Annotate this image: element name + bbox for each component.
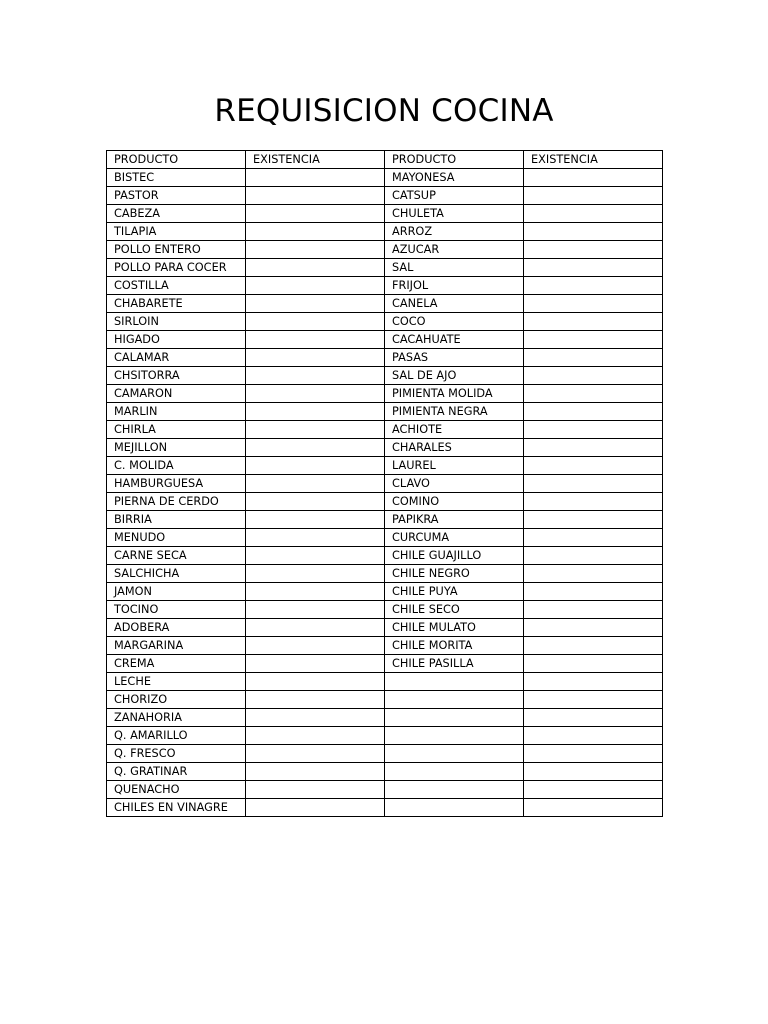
- existencia-right-cell: [524, 493, 663, 511]
- table-row: [107, 583, 663, 601]
- producto-right-cell: PIMIENTA NEGRA: [385, 403, 524, 421]
- existencia-left-cell: [246, 619, 385, 637]
- producto-right-cell: [385, 763, 524, 781]
- producto-right-cell: SAL: [385, 259, 524, 277]
- header-existencia-left: EXISTENCIA: [246, 151, 385, 169]
- existencia-left-cell: [246, 763, 385, 781]
- producto-left-cell: Q. FRESCO: [107, 745, 246, 763]
- producto-left-cell: CHILES EN VINAGRE: [107, 799, 246, 817]
- existencia-left-cell: [246, 403, 385, 421]
- producto-left-cell: SIRLOIN: [107, 313, 246, 331]
- producto-left-cell: ADOBERA: [107, 619, 246, 637]
- producto-left-cell: COSTILLA: [107, 277, 246, 295]
- existencia-right-cell: [524, 259, 663, 277]
- table-row: [107, 475, 663, 493]
- existencia-left-cell: [246, 457, 385, 475]
- producto-left-cell: CABEZA: [107, 205, 246, 223]
- table-row: [107, 637, 663, 655]
- producto-left-cell: Q. AMARILLO: [107, 727, 246, 745]
- producto-right-cell: CHILE SECO: [385, 601, 524, 619]
- existencia-right-cell: [524, 745, 663, 763]
- producto-left-cell: JAMON: [107, 583, 246, 601]
- existencia-right-cell: [524, 475, 663, 493]
- table-row: [107, 259, 663, 277]
- table-row: [107, 601, 663, 619]
- table-row: [107, 241, 663, 259]
- producto-left-cell: BISTEC: [107, 169, 246, 187]
- existencia-right-cell: [524, 187, 663, 205]
- table-row: [107, 331, 663, 349]
- existencia-right-cell: [524, 781, 663, 799]
- existencia-right-cell: [524, 763, 663, 781]
- existencia-right-cell: [524, 241, 663, 259]
- producto-left-cell: CAMARON: [107, 385, 246, 403]
- table-row: [107, 655, 663, 673]
- producto-left-cell: HIGADO: [107, 331, 246, 349]
- producto-right-cell: ARROZ: [385, 223, 524, 241]
- existencia-left-cell: [246, 547, 385, 565]
- producto-right-cell: CHARALES: [385, 439, 524, 457]
- producto-left-cell: C. MOLIDA: [107, 457, 246, 475]
- existencia-right-cell: [524, 673, 663, 691]
- producto-left-cell: TOCINO: [107, 601, 246, 619]
- producto-left-cell: TILAPIA: [107, 223, 246, 241]
- existencia-right-cell: [524, 385, 663, 403]
- existencia-right-cell: [524, 439, 663, 457]
- producto-left-cell: CREMA: [107, 655, 246, 673]
- producto-left-cell: MARLIN: [107, 403, 246, 421]
- producto-left-cell: CHABARETE: [107, 295, 246, 313]
- producto-right-cell: CLAVO: [385, 475, 524, 493]
- existencia-left-cell: [246, 169, 385, 187]
- producto-left-cell: MARGARINA: [107, 637, 246, 655]
- existencia-right-cell: [524, 349, 663, 367]
- table-row: [107, 619, 663, 637]
- header-producto-left: PRODUCTO: [107, 151, 246, 169]
- existencia-right-cell: [524, 547, 663, 565]
- table-row: [107, 223, 663, 241]
- document-title: REQUISICION COCINA: [214, 93, 554, 129]
- existencia-left-cell: [246, 709, 385, 727]
- table-row: [107, 385, 663, 403]
- table-row: [107, 673, 663, 691]
- table-row: [107, 511, 663, 529]
- existencia-left-cell: [246, 655, 385, 673]
- producto-left-cell: MENUDO: [107, 529, 246, 547]
- header-existencia-right: EXISTENCIA: [524, 151, 663, 169]
- existencia-right-cell: [524, 637, 663, 655]
- existencia-left-cell: [246, 799, 385, 817]
- producto-right-cell: CACAHUATE: [385, 331, 524, 349]
- existencia-right-cell: [524, 205, 663, 223]
- existencia-left-cell: [246, 295, 385, 313]
- existencia-left-cell: [246, 511, 385, 529]
- table-body: [107, 169, 663, 817]
- producto-right-cell: AZUCAR: [385, 241, 524, 259]
- producto-right-cell: CHULETA: [385, 205, 524, 223]
- table-header-row: [107, 151, 663, 169]
- table-row: [107, 799, 663, 817]
- producto-right-cell: COMINO: [385, 493, 524, 511]
- producto-left-cell: BIRRIA: [107, 511, 246, 529]
- existencia-left-cell: [246, 601, 385, 619]
- producto-left-cell: Q. GRATINAR: [107, 763, 246, 781]
- existencia-right-cell: [524, 583, 663, 601]
- producto-right-cell: [385, 727, 524, 745]
- table-row: [107, 565, 663, 583]
- existencia-right-cell: [524, 331, 663, 349]
- existencia-right-cell: [524, 565, 663, 583]
- table-row: [107, 709, 663, 727]
- table-row: [107, 763, 663, 781]
- producto-left-cell: PASTOR: [107, 187, 246, 205]
- table-row: [107, 781, 663, 799]
- existencia-right-cell: [524, 421, 663, 439]
- existencia-right-cell: [524, 709, 663, 727]
- requisition-table: [106, 150, 663, 817]
- producto-right-cell: COCO: [385, 313, 524, 331]
- table-row: [107, 205, 663, 223]
- existencia-left-cell: [246, 439, 385, 457]
- table-row: [107, 403, 663, 421]
- existencia-right-cell: [524, 799, 663, 817]
- producto-left-cell: PIERNA DE CERDO: [107, 493, 246, 511]
- table-row: [107, 349, 663, 367]
- existencia-left-cell: [246, 241, 385, 259]
- existencia-left-cell: [246, 367, 385, 385]
- existencia-left-cell: [246, 277, 385, 295]
- producto-right-cell: MAYONESA: [385, 169, 524, 187]
- existencia-right-cell: [524, 601, 663, 619]
- producto-right-cell: LAUREL: [385, 457, 524, 475]
- existencia-right-cell: [524, 727, 663, 745]
- existencia-left-cell: [246, 475, 385, 493]
- table-row: [107, 187, 663, 205]
- existencia-right-cell: [524, 529, 663, 547]
- existencia-left-cell: [246, 727, 385, 745]
- existencia-left-cell: [246, 529, 385, 547]
- existencia-left-cell: [246, 673, 385, 691]
- existencia-left-cell: [246, 565, 385, 583]
- producto-left-cell: CHSITORRA: [107, 367, 246, 385]
- producto-right-cell: [385, 745, 524, 763]
- producto-left-cell: HAMBURGUESA: [107, 475, 246, 493]
- producto-left-cell: SALCHICHA: [107, 565, 246, 583]
- table-row: [107, 421, 663, 439]
- existencia-right-cell: [524, 223, 663, 241]
- producto-right-cell: CHILE PASILLA: [385, 655, 524, 673]
- existencia-left-cell: [246, 493, 385, 511]
- producto-right-cell: PAPIKRA: [385, 511, 524, 529]
- table-row: [107, 313, 663, 331]
- existencia-right-cell: [524, 295, 663, 313]
- existencia-left-cell: [246, 385, 385, 403]
- existencia-right-cell: [524, 511, 663, 529]
- table-row: [107, 367, 663, 385]
- table-row: [107, 745, 663, 763]
- existencia-left-cell: [246, 331, 385, 349]
- producto-left-cell: POLLO PARA COCER: [107, 259, 246, 277]
- table-row: [107, 457, 663, 475]
- table-row: [107, 547, 663, 565]
- existencia-right-cell: [524, 367, 663, 385]
- producto-left-cell: POLLO ENTERO: [107, 241, 246, 259]
- existencia-right-cell: [524, 619, 663, 637]
- existencia-left-cell: [246, 223, 385, 241]
- producto-right-cell: CATSUP: [385, 187, 524, 205]
- producto-left-cell: LECHE: [107, 673, 246, 691]
- existencia-left-cell: [246, 205, 385, 223]
- producto-left-cell: ZANAHORIA: [107, 709, 246, 727]
- existencia-right-cell: [524, 691, 663, 709]
- producto-left-cell: MEJILLON: [107, 439, 246, 457]
- existencia-left-cell: [246, 691, 385, 709]
- existencia-right-cell: [524, 169, 663, 187]
- header-producto-right: PRODUCTO: [385, 151, 524, 169]
- producto-right-cell: CHILE PUYA: [385, 583, 524, 601]
- existencia-left-cell: [246, 349, 385, 367]
- table-row: [107, 493, 663, 511]
- existencia-left-cell: [246, 583, 385, 601]
- producto-right-cell: CANELA: [385, 295, 524, 313]
- producto-right-cell: CHILE MULATO: [385, 619, 524, 637]
- producto-left-cell: CARNE SECA: [107, 547, 246, 565]
- table-row: [107, 277, 663, 295]
- producto-right-cell: [385, 709, 524, 727]
- producto-right-cell: CHILE MORITA: [385, 637, 524, 655]
- producto-right-cell: FRIJOL: [385, 277, 524, 295]
- table-row: [107, 727, 663, 745]
- producto-right-cell: CHILE GUAJILLO: [385, 547, 524, 565]
- table-row: [107, 169, 663, 187]
- producto-left-cell: CHORIZO: [107, 691, 246, 709]
- producto-left-cell: CALAMAR: [107, 349, 246, 367]
- producto-right-cell: ACHIOTE: [385, 421, 524, 439]
- producto-right-cell: CHILE NEGRO: [385, 565, 524, 583]
- producto-right-cell: PIMIENTA MOLIDA: [385, 385, 524, 403]
- existencia-left-cell: [246, 187, 385, 205]
- table-row: [107, 295, 663, 313]
- existencia-right-cell: [524, 277, 663, 295]
- existencia-left-cell: [246, 745, 385, 763]
- producto-right-cell: [385, 781, 524, 799]
- producto-right-cell: [385, 799, 524, 817]
- producto-right-cell: CURCUMA: [385, 529, 524, 547]
- producto-left-cell: QUENACHO: [107, 781, 246, 799]
- table-row: [107, 691, 663, 709]
- producto-right-cell: SAL DE AJO: [385, 367, 524, 385]
- existencia-left-cell: [246, 259, 385, 277]
- existencia-right-cell: [524, 655, 663, 673]
- existencia-left-cell: [246, 313, 385, 331]
- producto-right-cell: [385, 673, 524, 691]
- producto-left-cell: CHIRLA: [107, 421, 246, 439]
- existencia-left-cell: [246, 637, 385, 655]
- existencia-right-cell: [524, 403, 663, 421]
- producto-right-cell: [385, 691, 524, 709]
- existencia-right-cell: [524, 313, 663, 331]
- existencia-left-cell: [246, 781, 385, 799]
- producto-right-cell: PASAS: [385, 349, 524, 367]
- table-row: [107, 529, 663, 547]
- table-row: [107, 439, 663, 457]
- existencia-right-cell: [524, 457, 663, 475]
- existencia-left-cell: [246, 421, 385, 439]
